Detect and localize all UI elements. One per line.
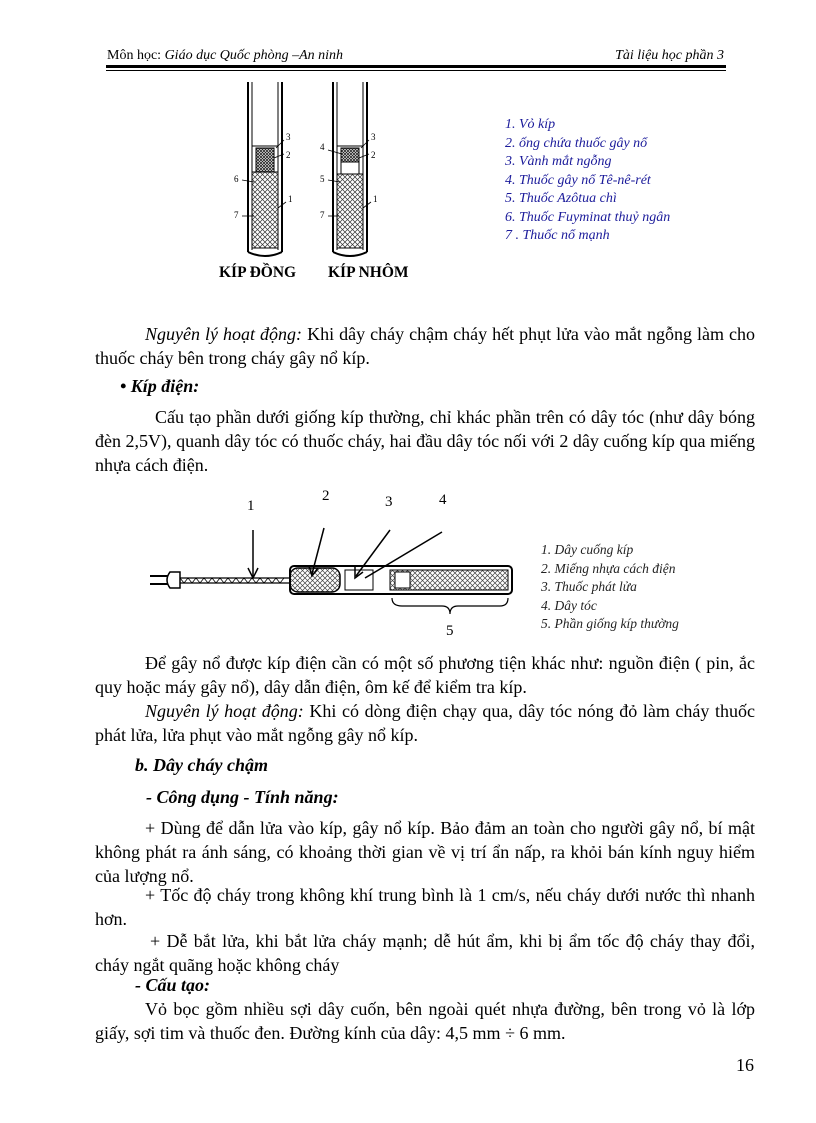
legend2-item: 5. Phần giống kíp thường — [541, 616, 679, 631]
legend1-item: 1. Vỏ kíp — [505, 117, 556, 132]
detonator-figure — [150, 82, 450, 264]
legend1-item: 4. Thuốc gây nổ Tê-nê-rét — [505, 172, 651, 188]
figure2-legend — [541, 541, 679, 634]
fig1-label-aluminum-3: 3 — [371, 132, 376, 142]
fig2-number-1: 1 — [247, 498, 255, 514]
fig1-label-aluminum-4: 4 — [320, 142, 325, 152]
legend1-item: 7 . Thuốc nổ mạnh — [505, 228, 610, 243]
fig1-label-copper-3: 3 — [286, 132, 291, 142]
sub-heading-function: - Công dụng - Tính năng: — [146, 787, 339, 807]
legend1-item: 3. Vành mắt ngỗng — [505, 154, 612, 169]
fig1-label-aluminum-5: 5 — [320, 174, 325, 184]
principle-label-2: Nguyên lý hoạt động: — [145, 701, 304, 721]
header-rule-thin — [106, 70, 726, 71]
equipment-paragraph: Để gây nổ được kíp điện cần có một số phương tiện khác như: nguồn điện ( pin, ắc quy hoặc máy gây nổ), dây dẫn điện, ôm kế để kiểm tra kíp. — [95, 653, 755, 697]
fig1-label-aluminum-7: 7 — [320, 210, 325, 220]
fig1-label-copper-7: 7 — [234, 210, 239, 220]
legend2-item: 1. Dây cuống kíp — [541, 542, 634, 557]
fig2-number-3: 3 — [385, 494, 393, 510]
header-course-prefix: Môn học: — [107, 48, 165, 63]
electric-detonator-figure — [150, 488, 540, 638]
principle-text: Khi dây cháy chậm cháy hết phụt lửa vào mắt ngỗng làm cho thuốc cháy bên trong cháy gây nổ kíp. — [95, 324, 755, 368]
sub-heading-structure: - Cấu tạo: — [135, 975, 211, 995]
function-item-2: + Tốc độ cháy trong không khí trung bình là 1 cm/s, nếu cháy dưới nước thì nhanh hơn. — [95, 885, 755, 929]
caption-aluminum-detonator: KÍP NHÔM — [328, 264, 409, 281]
page-number: 16 — [736, 1055, 754, 1075]
header-course — [107, 48, 343, 64]
principle-label: Nguyên lý hoạt động: — [145, 324, 303, 344]
header-doc-title: Tài liệu học phần 3 — [615, 48, 724, 63]
principle-paragraph-1 — [95, 322, 755, 370]
legend1-item: 5. Thuốc Azôtua chì — [505, 191, 617, 206]
principle-paragraph-2 — [95, 699, 755, 747]
legend2-item: 2. Miếng nhựa cách điện — [541, 560, 676, 576]
function-item-3: + Dễ bắt lửa, khi bắt lửa cháy mạnh; dễ hút ẩm, khi bị ẩm tốc độ cháy thay đổi, cháy ngắt quãng hoặc không cháy — [95, 931, 755, 975]
legend1-item: 2. ống chứa thuốc gây nổ — [505, 135, 648, 151]
structure-paragraph: Vỏ bọc gồm nhiều sợi dây cuốn, bên ngoài quét nhựa đường, bên trong vỏ là lớp giấy, sợi tim và thuốc đen. Đường kính của dây: 4,5 mm ÷ 6 mm. — [95, 999, 755, 1043]
fig1-label-copper-2: 2 — [286, 150, 291, 160]
aluminum-detonator — [333, 82, 367, 256]
fig1-label-copper-6: 6 — [234, 174, 239, 184]
legend2-item: 4. Dây tóc — [541, 597, 597, 613]
copper-detonator — [248, 82, 282, 256]
figure1-legend — [505, 116, 670, 246]
legend2-item: 3. Thuốc phát lửa — [541, 579, 637, 594]
fig2-number-5: 5 — [446, 623, 454, 638]
heading-electric-detonator: • Kíp điện: — [120, 376, 200, 396]
fig2-number-4: 4 — [439, 492, 447, 508]
fig2-number-2: 2 — [322, 488, 330, 504]
fig1-label-aluminum-1: 1 — [373, 194, 378, 204]
header-course-name: Giáo dục Quốc phòng –An ninh — [164, 48, 344, 63]
header-rule-thick — [106, 65, 726, 68]
function-item-1: + Dùng để dẫn lửa vào kíp, gây nổ kíp. Bảo đảm an toàn cho người gây nổ, bí mật không phát ra ánh sáng, có khoảng thời gian về vị trí ẩn nấp, ra khỏi bán kính nguy hiểm của lượng nổ. — [95, 818, 755, 886]
fig1-label-copper-1: 1 — [288, 194, 293, 204]
legend1-item: 6. Thuốc Fuyminat thuỷ ngân — [505, 209, 671, 225]
electric-detonator-structure: Cấu tạo phần dưới giống kíp thường, chỉ khác phần trên có dây tóc (như dây bóng đèn 2,5V), quanh dây tóc có thuốc cháy, hai đầu dây tóc nối với 2 dây cuống kíp qua miếng nhựa cách điện. — [95, 407, 755, 475]
principle-text-2: Khi có dòng điện chạy qua, dây tóc nóng đỏ làm cháy thuốc phát lửa, lửa phụt vào mắt ngỗng gây nổ kíp. — [95, 701, 755, 745]
caption-copper-detonator: KÍP ĐỒNG — [219, 264, 297, 281]
fig1-label-aluminum-2: 2 — [371, 150, 376, 160]
section-b-heading: b. Dây cháy chậm — [135, 755, 268, 775]
